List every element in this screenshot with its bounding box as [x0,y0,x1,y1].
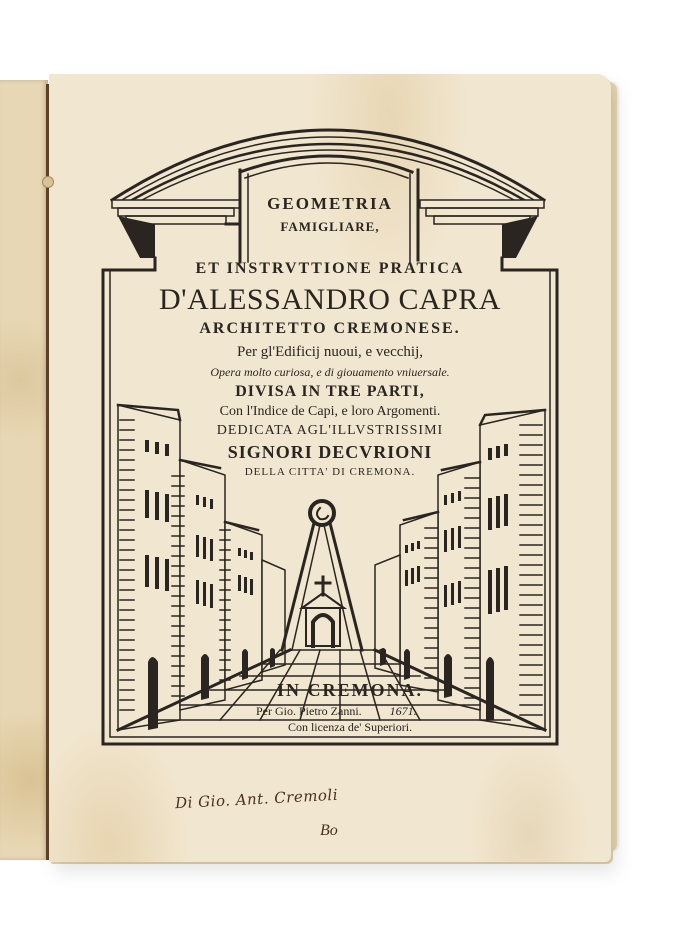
subtitle-line: ET INSTRVTTIONE PRATICA [195,260,465,277]
title-line-1: GEOMETRIA [267,194,393,213]
city-line: DELLA CITTA' DI CREMONA. [244,466,416,478]
manuscript-signature: Di Gio. Ant. Cremoli [174,785,339,813]
imprint-year: 1671. [389,704,417,718]
arched-pediment [112,130,544,200]
dedicatees-line: SIGNORI DECVRIONI [227,442,433,462]
description-line: Opera molto curiosa, e di giouamento vniuersale. [210,365,450,379]
imprint [240,680,460,735]
dedication-line: DEDICATA AGL'ILLVSTRISSIMI [216,423,444,438]
division-line: DIVISA IN TRE PARTI, [235,383,425,400]
imprint-place: IN CREMONA. [277,680,423,700]
title-line-2: FAMIGLIARE, [280,219,380,234]
index-line: Con l'Indice de Capi, e loro Argomenti. [219,404,441,419]
imprint-printer-line [240,704,460,719]
imprint-license: Con licenza de' Superiori. [287,720,413,734]
scope-line: Per gl'Edificij nuoui, e vecchij, [237,344,423,360]
title-block [130,195,530,478]
imprint-printer: Per Gio. Pietro Zanni. [256,704,362,718]
author-line: D'ALESSANDRO CAPRA [159,283,501,316]
manuscript-paraph: Bo [320,822,338,839]
author-profession: ARCHITETTO CREMONESE. [199,320,461,337]
